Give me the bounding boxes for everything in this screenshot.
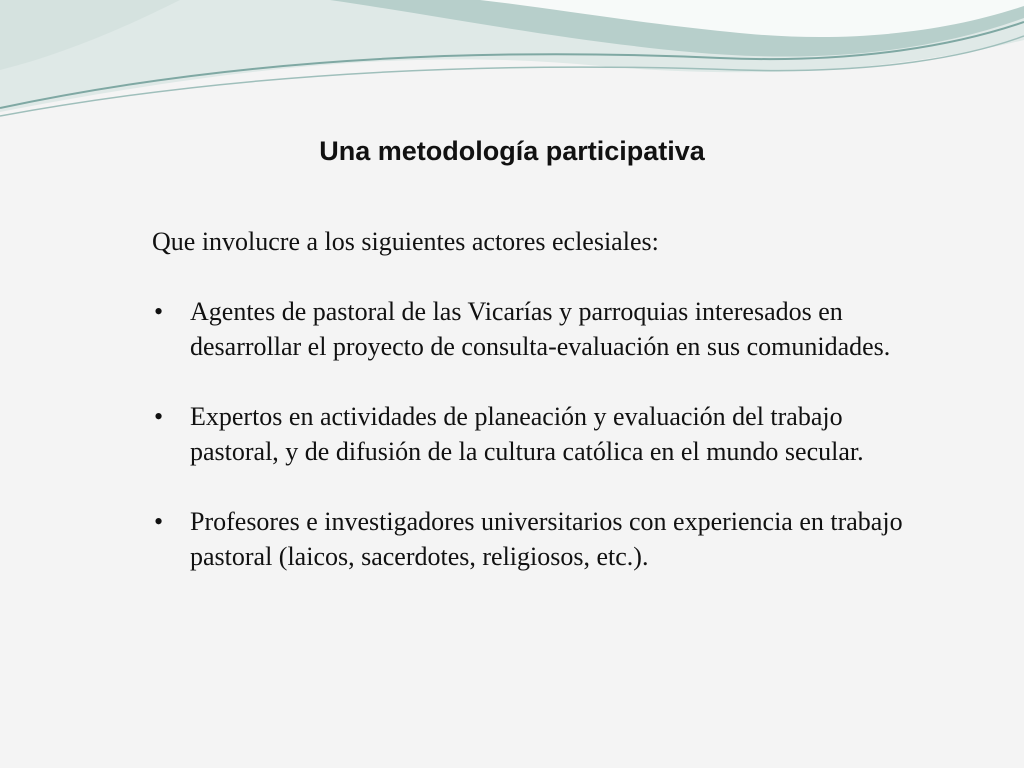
header-wave-decoration — [0, 0, 1024, 130]
list-item — [152, 504, 912, 574]
bullet-list — [152, 294, 912, 574]
bullet-icon: • — [154, 507, 164, 536]
list-item — [152, 399, 912, 469]
list-item — [152, 294, 912, 364]
slide-title: Una metodología participativa — [319, 136, 705, 166]
bullet-text: Agentes de pastoral de las Vicarías y parroquias interesados en desarrollar el proyecto de consulta-evaluación en sus comunidades. — [190, 297, 891, 361]
bullet-text: Profesores e investigadores universitarios con experiencia en trabajo pastoral (laicos, sacerdotes, religiosos, etc.). — [190, 507, 903, 571]
intro-text: Que involucre a los siguientes actores eclesiales: — [152, 227, 659, 256]
slide-body — [152, 224, 912, 609]
bullet-icon: • — [154, 297, 164, 326]
bullet-icon: • — [154, 402, 164, 431]
bullet-text: Expertos en actividades de planeación y evaluación del trabajo pastoral, y de difusión de la cultura católica en el mundo secular. — [190, 402, 864, 466]
